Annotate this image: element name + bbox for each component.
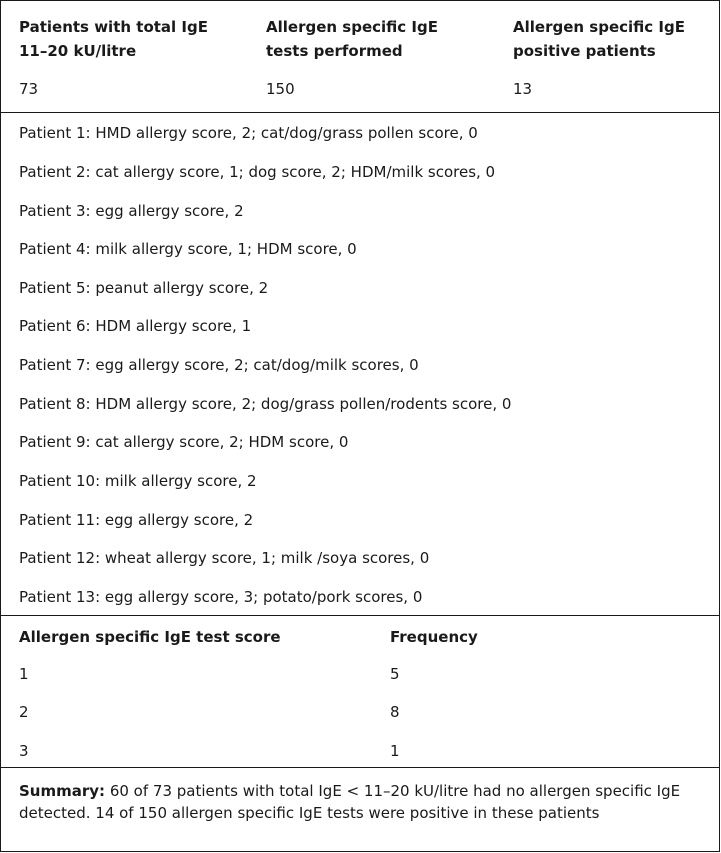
- patient-row: Patient 11: egg allergy score, 2: [19, 511, 254, 529]
- summary-text: 60 of 73 patients with total IgE < 11–20 kU/litre had no allergen specific IgE detected. 14 of 150 allergen specific IgE tests were positive in these patients: [19, 782, 681, 822]
- score-cell: 2: [19, 703, 29, 721]
- divider: [1, 615, 720, 616]
- divider: [1, 767, 720, 768]
- header-col3-line2: positive patients: [513, 42, 656, 60]
- patient-row: Patient 8: HDM allergy score, 2; dog/grass pollen/rodents score, 0: [19, 395, 512, 413]
- patient-row: Patient 4: milk allergy score, 1; HDM score, 0: [19, 240, 357, 258]
- frequency-cell: 8: [390, 703, 400, 721]
- patient-row: Patient 3: egg allergy score, 2: [19, 202, 244, 220]
- frequency-column-header: Frequency: [390, 628, 478, 646]
- header-col2-line1: Allergen specific IgE: [266, 18, 438, 36]
- header-col1-line2: 11–20 kU/litre: [19, 42, 137, 60]
- divider: [1, 112, 720, 113]
- patient-row: Patient 7: egg allergy score, 2; cat/dog/milk scores, 0: [19, 356, 419, 374]
- patient-row: Patient 9: cat allergy score, 2; HDM score, 0: [19, 433, 349, 451]
- header-col-tests-performed: [266, 15, 438, 63]
- header-col3-line1: Allergen specific IgE: [513, 18, 685, 36]
- frequency-cell: 1: [390, 742, 400, 760]
- score-column-header: Allergen specific IgE test score: [19, 628, 281, 646]
- header-col1-line1: Patients with total IgE: [19, 18, 208, 36]
- patient-row: Patient 13: egg allergy score, 3; potato/pork scores, 0: [19, 588, 423, 606]
- header-col-total-ige: [19, 15, 208, 63]
- patient-row: Patient 5: peanut allergy score, 2: [19, 279, 269, 297]
- score-cell: 3: [19, 742, 29, 760]
- value-total-ige-patients: 73: [19, 80, 39, 98]
- patient-row: Patient 1: HMD allergy score, 2; cat/dog/grass pollen score, 0: [19, 124, 478, 142]
- summary: [19, 780, 699, 824]
- summary-label: Summary:: [19, 782, 106, 800]
- patient-row: Patient 10: milk allergy score, 2: [19, 472, 257, 490]
- header-col2-line2: tests performed: [266, 42, 403, 60]
- value-positive-patients: 13: [513, 80, 533, 98]
- score-cell: 1: [19, 665, 29, 683]
- patient-row: Patient 12: wheat allergy score, 1; milk /soya scores, 0: [19, 549, 430, 567]
- patient-row: Patient 6: HDM allergy score, 1: [19, 317, 252, 335]
- frequency-cell: 5: [390, 665, 400, 683]
- value-tests-performed: 150: [266, 80, 295, 98]
- header-col-positive-patients: [513, 15, 685, 63]
- patient-row: Patient 2: cat allergy score, 1; dog score, 2; HDM/milk scores, 0: [19, 163, 496, 181]
